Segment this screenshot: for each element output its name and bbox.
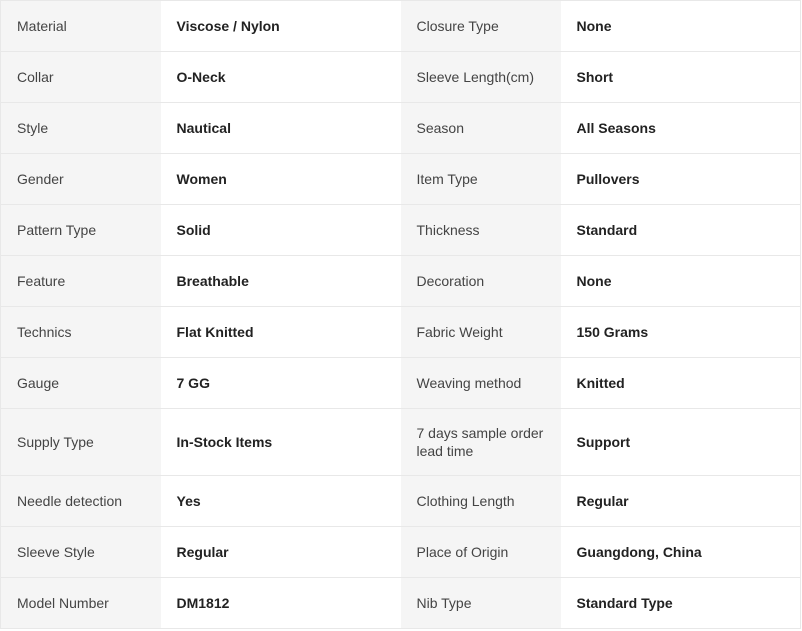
spec-value: Women <box>161 154 401 205</box>
spec-rows <box>1 1 801 629</box>
table-row <box>1 409 801 476</box>
spec-label: Needle detection <box>1 476 161 527</box>
spec-value: Knitted <box>561 358 801 409</box>
spec-value: Guangdong, China <box>561 527 801 578</box>
spec-value: Yes <box>161 476 401 527</box>
spec-label: Material <box>1 1 161 52</box>
spec-value: All Seasons <box>561 103 801 154</box>
spec-value: Solid <box>161 205 401 256</box>
spec-label: Sleeve Length(cm) <box>401 52 561 103</box>
spec-label: Thickness <box>401 205 561 256</box>
spec-value: In-Stock Items <box>161 409 401 476</box>
spec-value: Pullovers <box>561 154 801 205</box>
spec-value: 7 GG <box>161 358 401 409</box>
spec-value: Standard Type <box>561 578 801 629</box>
spec-value: Breathable <box>161 256 401 307</box>
table-row <box>1 358 801 409</box>
table-row <box>1 578 801 629</box>
table-row <box>1 1 801 52</box>
spec-value: None <box>561 256 801 307</box>
spec-label: Decoration <box>401 256 561 307</box>
spec-label: Style <box>1 103 161 154</box>
spec-value: Regular <box>161 527 401 578</box>
spec-label: 7 days sample order lead time <box>401 409 561 476</box>
spec-label: Supply Type <box>1 409 161 476</box>
spec-label: Nib Type <box>401 578 561 629</box>
table-row <box>1 52 801 103</box>
table-row <box>1 154 801 205</box>
spec-label: Fabric Weight <box>401 307 561 358</box>
table-row <box>1 205 801 256</box>
spec-label: Weaving method <box>401 358 561 409</box>
spec-label: Clothing Length <box>401 476 561 527</box>
spec-label: Season <box>401 103 561 154</box>
spec-value: DM1812 <box>161 578 401 629</box>
spec-label: Place of Origin <box>401 527 561 578</box>
spec-label: Gender <box>1 154 161 205</box>
spec-value: Viscose / Nylon <box>161 1 401 52</box>
spec-value: None <box>561 1 801 52</box>
spec-value: 150 Grams <box>561 307 801 358</box>
spec-label: Gauge <box>1 358 161 409</box>
table-row <box>1 256 801 307</box>
table-row <box>1 527 801 578</box>
spec-value: Support <box>561 409 801 476</box>
spec-label: Item Type <box>401 154 561 205</box>
spec-label: Technics <box>1 307 161 358</box>
spec-label: Model Number <box>1 578 161 629</box>
spec-value: Flat Knitted <box>161 307 401 358</box>
table-row <box>1 307 801 358</box>
table-row <box>1 103 801 154</box>
spec-label: Feature <box>1 256 161 307</box>
spec-value: Standard <box>561 205 801 256</box>
spec-value: Regular <box>561 476 801 527</box>
spec-label: Collar <box>1 52 161 103</box>
spec-value: O-Neck <box>161 52 401 103</box>
spec-label: Sleeve Style <box>1 527 161 578</box>
table-row <box>1 476 801 527</box>
spec-value: Nautical <box>161 103 401 154</box>
spec-value: Short <box>561 52 801 103</box>
spec-label: Closure Type <box>401 1 561 52</box>
spec-label: Pattern Type <box>1 205 161 256</box>
